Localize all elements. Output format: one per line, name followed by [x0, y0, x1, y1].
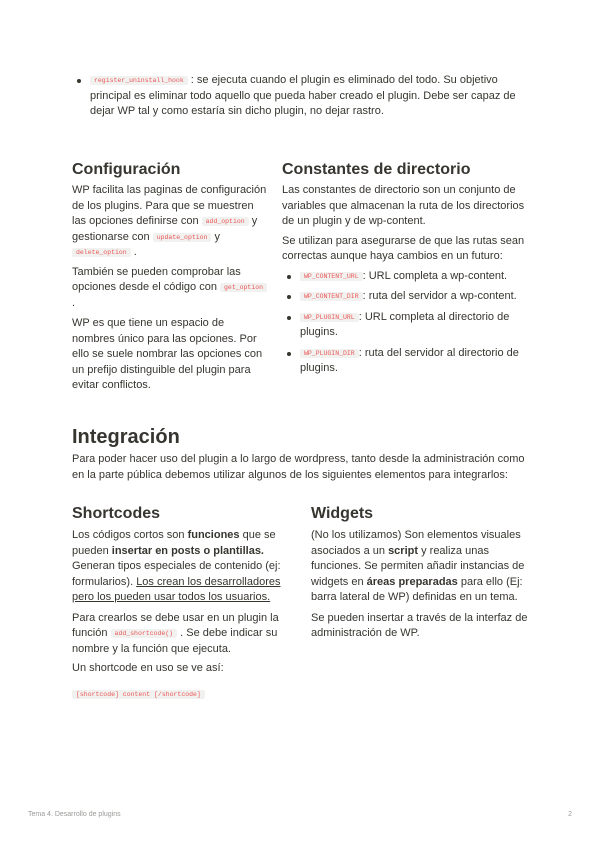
inline-code: add_shortcode(): [111, 629, 178, 638]
list-item: register_uninstall_hook : se ejecuta cuando el plugin es eliminado del todo. Su objetivo principal es eliminar todo aquello que pueda haber creado el plugin. Debe ser capaz de dejar WP tal y como estaría sin dicho plugin, no dejar rastro.: [72, 73, 532, 120]
constants-section: [282, 160, 532, 377]
list-item: WP_CONTENT_DIR : ruta del servidor a wp-content.: [282, 289, 532, 305]
code-example: [shortcode] content [/shortcode]: [72, 687, 284, 703]
inline-code: add_option: [202, 217, 249, 226]
paragraph: Para poder hacer uso del plugin a lo largo de wordpress, tanto desde la administración como en la parte pública debemos utilizar algunos de los siguientes elementos para integrarlos:: [72, 453, 525, 481]
list-item: WP_PLUGIN_URL : URL completa al directorio de plugins.: [282, 310, 532, 341]
page-heading: Integración: [72, 426, 180, 448]
inline-code: WP_PLUGIN_DIR: [300, 349, 359, 358]
paragraph: También se pueden comprobar las opciones desde el código con get_option .: [72, 265, 268, 312]
paragraph: Un shortcode en uso se ve así:: [72, 662, 224, 674]
inline-code: delete_option: [72, 248, 131, 257]
constants-list: [282, 269, 532, 377]
paragraph: Se utilizan para asegurarse de que las rutas sean correctas aunque haya cambios en un futuro:: [282, 234, 525, 262]
paragraph: WP es que tiene un espacio de nombres único para las opciones. Por ello se suele nombrar las opciones con un prefijo distinguible del plugin para evitar conflictos.: [72, 317, 263, 391]
list-item: WP_CONTENT_URL : URL completa a wp-content.: [282, 269, 532, 285]
paragraph: (No los utilizamos) Son elementos visuales asociados a un script y realiza unas funciones. Se permiten añadir instancias de widgets en áreas preparadas para ello (Ej: barra lateral de WP) definidas en un tema.: [311, 529, 525, 603]
config-section: [72, 160, 268, 394]
paragraph: Para crearlos se debe usar en un plugin la función add_shortcode() . Se debe indicar su nombre y la función que ejecuta.: [72, 611, 279, 655]
inline-code: WP_CONTENT_URL: [300, 272, 363, 281]
intro-list: [72, 73, 532, 120]
list-item: WP_PLUGIN_DIR : ruta del servidor al directorio de plugins.: [282, 346, 532, 377]
page-number: 2: [568, 811, 572, 818]
shortcodes-section: [72, 504, 284, 702]
paragraph: Las constantes de directorio son un conjunto de variables que almacenan la ruta de los directorios de un plugin y de wp-content.: [282, 184, 525, 227]
paragraph: WP facilita las paginas de configuración de los plugins. Para que se muestren las opciones definirse con add_option y gestionarse con update_option y delete_option .: [72, 184, 267, 258]
paragraph: Se pueden insertar a través de la interfaz de administración de WP.: [311, 611, 528, 639]
section-title: Widgets: [311, 505, 374, 522]
inline-code: register_uninstall_hook: [90, 76, 188, 85]
inline-code: get_option: [220, 283, 267, 292]
inline-code: WP_CONTENT_DIR: [300, 292, 363, 301]
integration-section: [72, 425, 532, 483]
widgets-section: [311, 504, 533, 642]
section-title: Shortcodes: [72, 505, 161, 522]
section-title: Configuración: [72, 161, 181, 178]
inline-code: WP_PLUGIN_URL: [300, 313, 359, 322]
footer-title: Tema 4. Desarrollo de plugins: [28, 811, 121, 818]
paragraph: Los códigos cortos son funciones que se pueden insertar en posts o plantillas. Generan tipos especiales de contenido (ej: formularios). Los crean los desarrolladores pero los pueden usar todos los usuarios.: [72, 529, 281, 603]
section-title: Constantes de directorio: [282, 161, 471, 178]
inline-code: update_option: [153, 233, 212, 242]
